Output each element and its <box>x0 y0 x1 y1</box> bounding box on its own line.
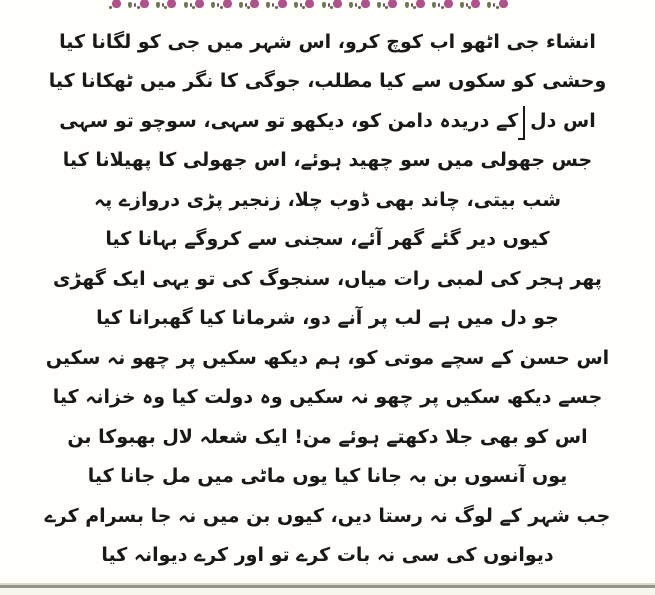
verse-line[interactable]: پھر ہجر کی لمبی رات میاں، سنجوگ کی تو یہی ایک گھڑی <box>53 267 602 290</box>
verse-line-with-caret[interactable] <box>0 101 655 141</box>
verse-line[interactable]: جب شہر کے لوگ نہ رستا دیں، کیوں بن میں نہ جا بسرام کرے <box>44 504 611 527</box>
flower-bloom-icon <box>388 0 397 8</box>
flower-sprig-icon <box>239 2 243 8</box>
verse-text-after-caret: کے دریدہ دامن کو، دیکھو تو سہی، سوچو تو سہی <box>59 109 519 132</box>
divider-lower-strip <box>0 588 655 595</box>
text-caret-icon <box>523 106 525 140</box>
flower-bloom-icon <box>333 0 342 8</box>
flower-sprig-icon <box>405 2 409 8</box>
floral-border <box>112 0 508 8</box>
flower-bloom-icon <box>361 0 370 8</box>
verse-line[interactable]: انشاء جی اٹھو اب کوچ کرو، اس شہر میں جی کو لگانا کیا <box>59 30 596 53</box>
flower-bloom-icon <box>223 0 232 8</box>
flower-bloom-icon <box>250 0 259 8</box>
flower-sprig-icon <box>349 2 353 8</box>
flower-sprig-icon <box>487 2 491 8</box>
flower-sprig-icon <box>184 2 188 8</box>
flower-sprig-icon <box>211 2 215 8</box>
flower-bloom-icon <box>167 0 176 8</box>
verse-line[interactable]: جسے دیکھ سکیں پر چھو نہ سکیں وہ دولت کیا وہ خزانہ کیا <box>52 386 603 409</box>
verse-line[interactable]: جو دل میں ہے لب پر آنے دو، شرمانا کیا گھبرانا کیا <box>96 307 559 330</box>
flower-sprig-icon <box>156 2 160 8</box>
flower-bloom-icon <box>499 0 508 8</box>
verse-line[interactable]: اس کو بھی جلا دکھتے ہوئے من! ایک شعلہ لال بھبوکا بن <box>67 425 588 448</box>
flower-bloom-icon <box>278 0 287 8</box>
flower-bloom-icon <box>140 0 149 8</box>
verse-line[interactable]: دیوانوں کی سی نہ بات کرے تو اور کرے دیوانہ کیا <box>101 544 554 567</box>
flower-sprig-icon <box>377 2 381 8</box>
flower-sprig-icon <box>128 2 132 8</box>
verse-line[interactable]: جس جھولی میں سو چھید ہوئے، اس جھولی کا پھیلانا کیا <box>62 149 593 172</box>
verse-text-before-caret: اس دل <box>530 109 596 132</box>
verse-line[interactable]: شب بیتی، چاند بھی ڈوب چلا، زنجیر پڑی دروازے پہ <box>94 188 562 211</box>
poem-text-area[interactable] <box>0 22 655 575</box>
flower-bloom-icon <box>305 0 314 8</box>
flower-bloom-icon <box>416 0 425 8</box>
flower-sprig-icon <box>294 2 298 8</box>
flower-bloom-icon <box>444 0 453 8</box>
flower-sprig-icon <box>432 2 436 8</box>
window-bottom-divider <box>0 583 655 595</box>
flower-sprig-icon <box>322 2 326 8</box>
verse-line[interactable]: اس حسن کے سچے موتی کو، ہم دیکھ سکیں پر چھو نہ سکیں <box>45 346 610 369</box>
flower-bloom-icon <box>471 0 480 8</box>
flower-sprig-icon <box>460 2 464 8</box>
flower-bloom-icon <box>112 0 121 8</box>
flower-bloom-icon <box>195 0 204 8</box>
verse-line[interactable]: کیوں دیر گئے گھر آئے، سجنی سے کروگے بہانا کیا <box>105 228 550 251</box>
verse-line[interactable]: وحشی کو سکوں سے کیا مطلب، جوگی کا نگر میں ٹھکانا کیا <box>48 70 607 93</box>
verse-line[interactable]: یوں آنسوں بن بہ جانا کیا یوں ماٹی میں مل جانا کیا <box>87 465 568 488</box>
flower-sprig-icon <box>266 2 270 8</box>
